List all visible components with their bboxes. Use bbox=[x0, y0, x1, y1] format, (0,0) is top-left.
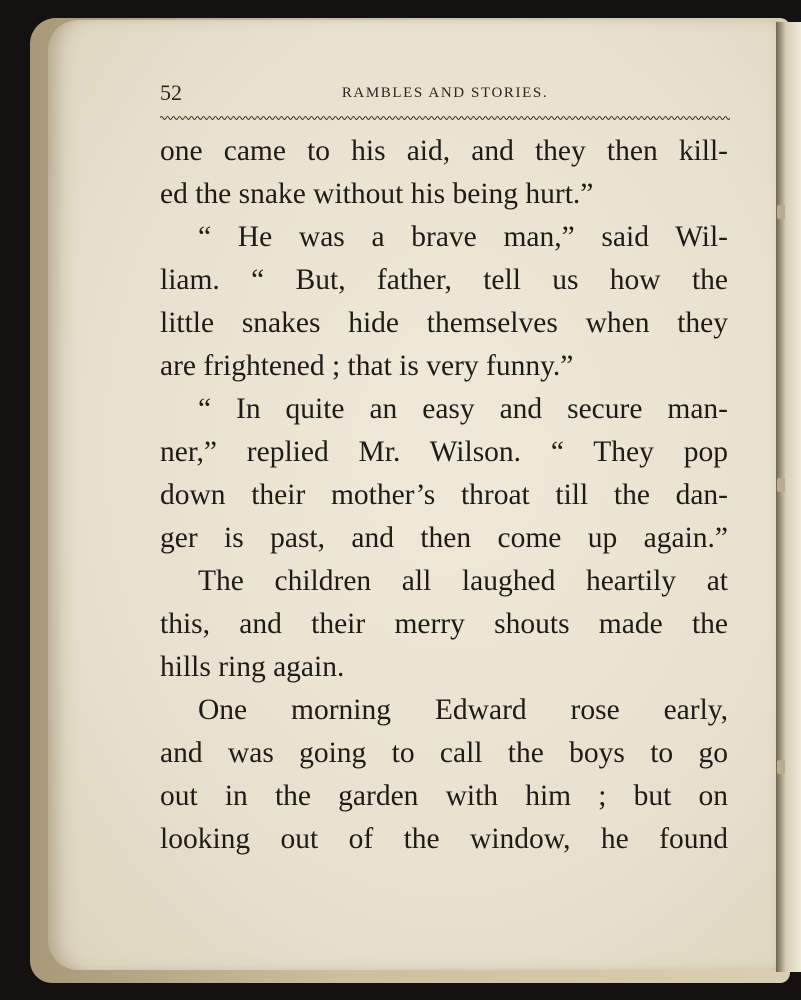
text-line: “ In quite an easy and secure man- bbox=[198, 393, 728, 425]
text-line: and was going to call the boys to go bbox=[160, 737, 728, 769]
text-line: ger is past, and then come up again.” bbox=[160, 522, 728, 554]
text-line: One morning Edward rose early, bbox=[198, 694, 728, 726]
page-header bbox=[160, 80, 730, 110]
text-line: ner,” replied Mr. Wilson. “ They pop bbox=[160, 436, 728, 468]
page-tab-mark bbox=[777, 205, 785, 219]
running-title: RAMBLES AND STORIES. bbox=[341, 85, 549, 101]
text-line: “ He was a brave man,” said Wil- bbox=[198, 221, 728, 253]
text-line: are frightened ; that is very funny.” bbox=[160, 350, 574, 382]
page-tab-mark bbox=[777, 478, 785, 492]
text-line: one came to his aid, and they then kill- bbox=[160, 135, 728, 167]
wavy-rule bbox=[160, 114, 730, 122]
text-line: down their mother’s throat till the dan- bbox=[160, 479, 728, 511]
text-line: The children all laughed heartily at bbox=[198, 565, 728, 597]
text-line: hills ring again. bbox=[160, 651, 345, 683]
text-line: liam. “ But, father, tell us how the bbox=[160, 264, 728, 296]
text-line: ed the snake without his being hurt.” bbox=[160, 178, 594, 210]
text-line: this, and their merry shouts made the bbox=[160, 608, 728, 640]
body-text bbox=[160, 130, 728, 861]
text-line: out in the garden with him ; but on bbox=[160, 780, 728, 812]
page-number: 52 bbox=[160, 80, 182, 105]
text-line: looking out of the window, he found bbox=[160, 823, 728, 855]
text-line: little snakes hide themselves when they bbox=[160, 307, 728, 339]
book-gutter bbox=[776, 22, 801, 972]
page-tab-mark bbox=[777, 760, 785, 774]
